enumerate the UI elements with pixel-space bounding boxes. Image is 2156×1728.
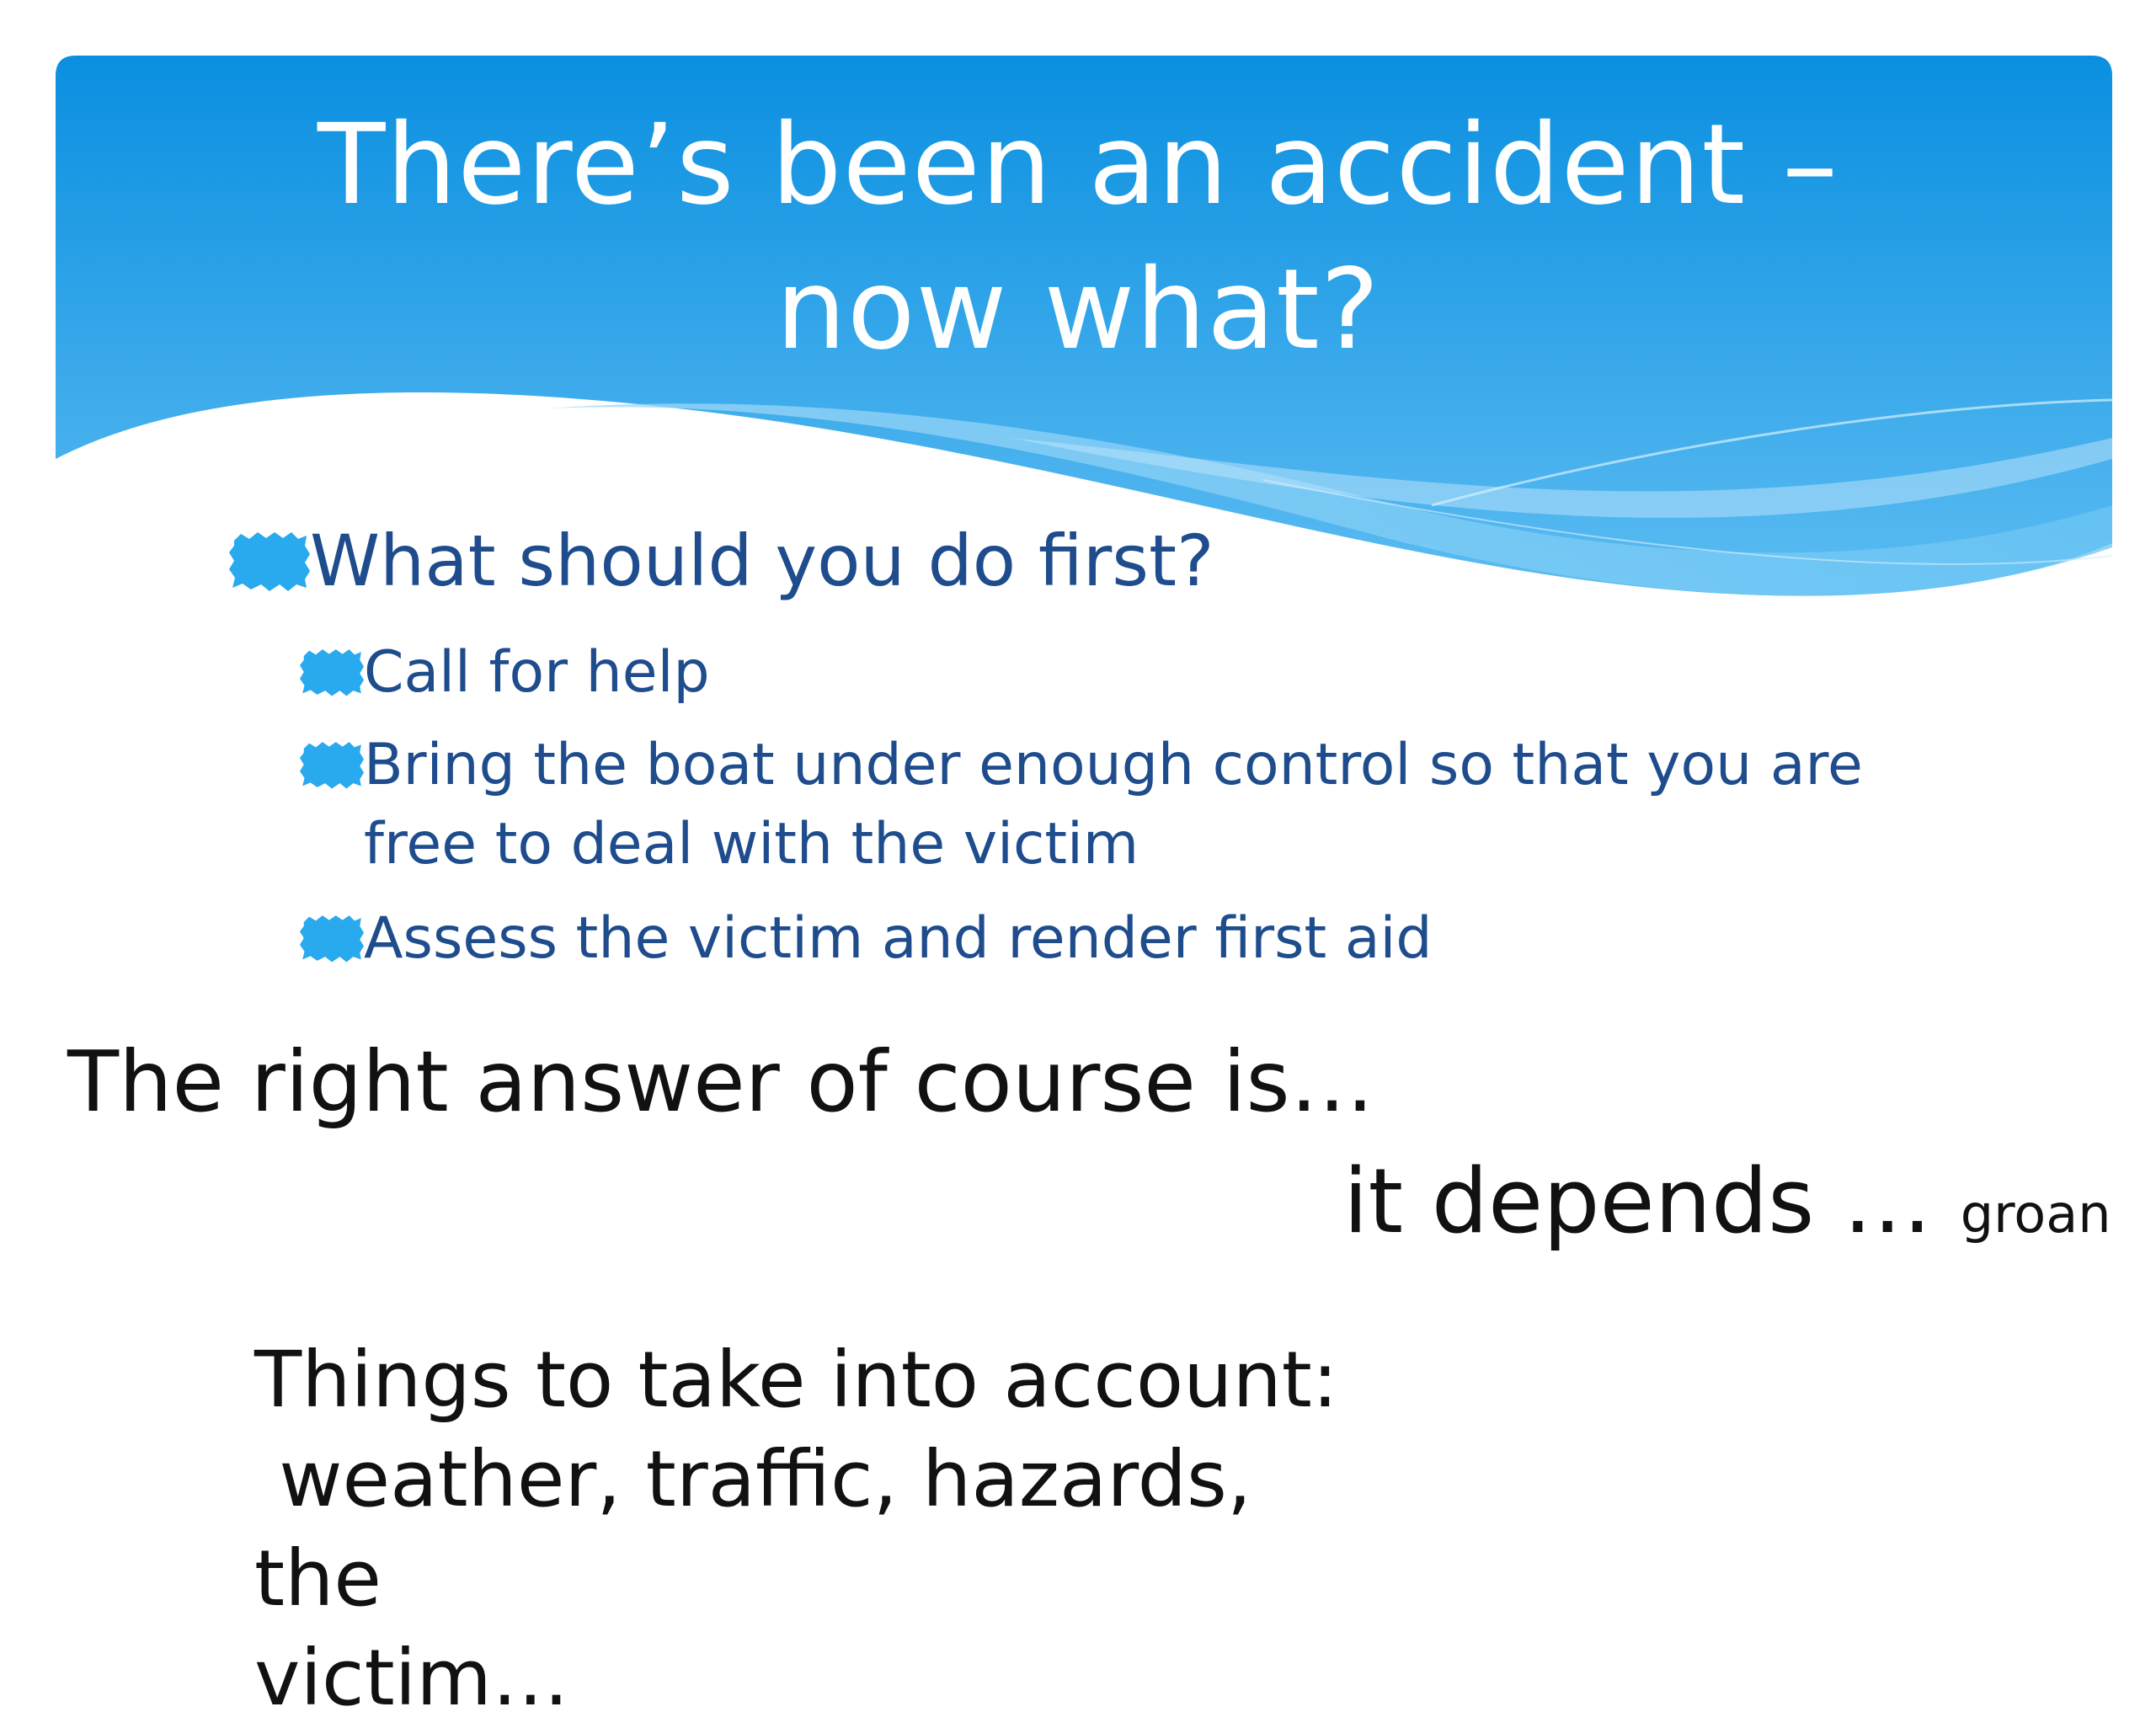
starburst-bullet-icon bbox=[229, 531, 310, 591]
slide-title-line-2: now what? bbox=[776, 245, 1380, 375]
bullet-text: Assess the victim and render first aid bbox=[364, 905, 1433, 972]
things-to-consider bbox=[254, 1331, 1391, 1728]
depends-main: it depends … bbox=[1343, 1149, 1933, 1253]
bullet-level-2 bbox=[300, 726, 1900, 884]
slide-title-line-1: There’s been an accident – bbox=[317, 100, 1839, 230]
slide-title bbox=[253, 93, 1903, 382]
bullet-level-1 bbox=[229, 519, 1214, 603]
bullet-level-2 bbox=[300, 633, 1900, 712]
starburst-bullet-icon bbox=[300, 739, 364, 790]
things-line-1: Things to take into account: bbox=[254, 1335, 1338, 1425]
answer-text: The right answer of course is… bbox=[67, 1032, 1374, 1131]
things-line-2: weather, traffic, hazards, the bbox=[254, 1434, 1252, 1624]
depends-text bbox=[1343, 1147, 2111, 1269]
groan-text: groan bbox=[1960, 1183, 2111, 1245]
bullet-text: Call for help bbox=[364, 639, 710, 706]
starburst-bullet-icon bbox=[300, 913, 364, 963]
bullet-text: Bring the boat under enough control so that you are free to deal with the victim bbox=[364, 732, 1863, 877]
things-line-3: victim… bbox=[254, 1633, 569, 1723]
bullet-text: What should you do first? bbox=[310, 520, 1214, 602]
bullet-level-2 bbox=[300, 899, 1900, 979]
starburst-bullet-icon bbox=[300, 647, 364, 697]
